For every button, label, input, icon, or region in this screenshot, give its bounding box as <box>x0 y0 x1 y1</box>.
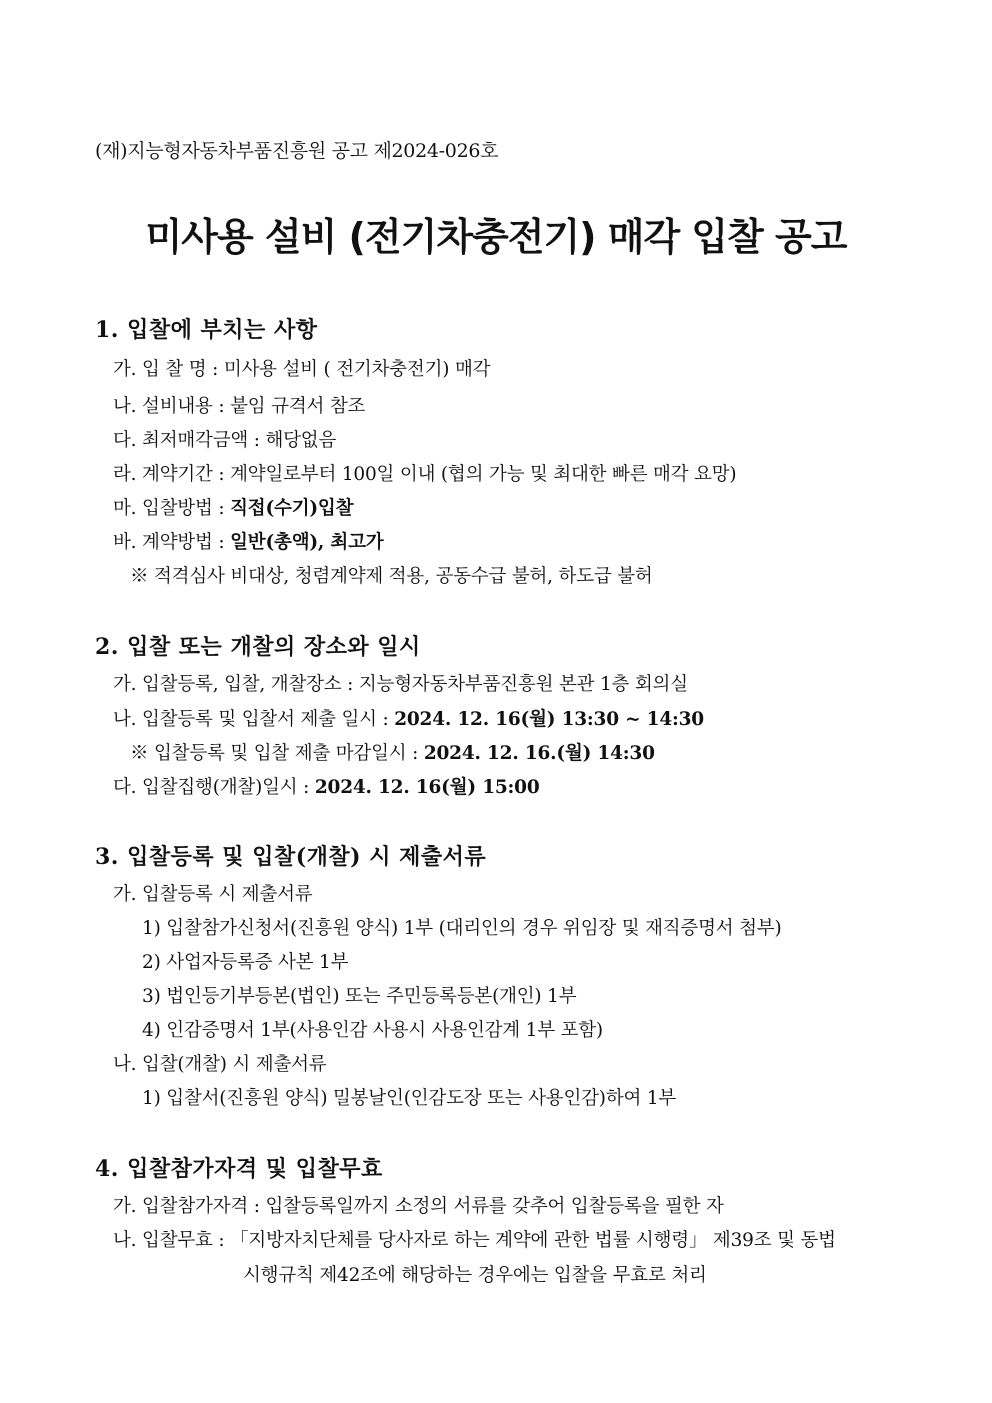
section-2-item: 다. 입찰집행(개찰)일시 : 2024. 12. 16(월) 15:00 <box>113 777 540 798</box>
section-1-item: 라. 계약기간 : 계약일로부터 100일 이내 (협의 가능 및 최대한 빠른 매각 요망) <box>113 464 737 485</box>
section-4-item: 가. 입찰참가자격 : 입찰등록일까지 소정의 서류를 갖추어 입찰등록을 필한 자 <box>113 1196 724 1217</box>
page-title: 미사용 설비 (전기차충전기) 매각 입찰 공고 <box>145 215 847 259</box>
section-3-item: 가. 입찰등록 시 제출서류 <box>113 884 313 905</box>
section-2-heading: 2. 입찰 또는 개찰의 장소와 일시 <box>95 634 421 660</box>
section-4-heading: 4. 입찰참가자격 및 입찰무효 <box>95 1156 383 1182</box>
section-1-item: 가. 입 찰 명 : 미사용 설비 ( 전기차충전기) 매각 <box>113 359 491 380</box>
section-2-note: ※ 입찰등록 및 입찰 제출 마감일시 : 2024. 12. 16.(월) 14:30 <box>130 743 655 764</box>
section-3-subitem: 3) 법인등기부등본(법인) 또는 주민등록등본(개인) 1부 <box>142 986 577 1007</box>
section-3-subitem: 2) 사업자등록증 사본 1부 <box>142 952 349 973</box>
section-2-item: 가. 입찰등록, 입찰, 개찰장소 : 지능형자동차부품진흥원 본관 1층 회의실 <box>113 674 688 695</box>
notice-number: (재)지능형자동차부품진흥원 공고 제2024-026호 <box>95 140 499 162</box>
section-3-item: 나. 입찰(개찰) 시 제출서류 <box>113 1054 327 1075</box>
section-1-item: 바. 계약방법 : 일반(총액), 최고가 <box>113 532 384 553</box>
section-1-note: ※ 적격심사 비대상, 청렴계약제 적용, 공동수급 불허, 하도급 불허 <box>130 566 653 587</box>
section-1-item: 나. 설비내용 : 붙임 규격서 참조 <box>113 396 366 417</box>
section-4-item-continuation: 시행규칙 제42조에 해당하는 경우에는 입찰을 무효로 처리 <box>243 1265 707 1286</box>
section-3-heading: 3. 입찰등록 및 입찰(개찰) 시 제출서류 <box>95 844 487 870</box>
section-1-heading: 1. 입찰에 부치는 사항 <box>95 317 318 343</box>
section-1-item: 마. 입찰방법 : 직접(수기)입찰 <box>113 498 354 519</box>
section-3-subitem: 1) 입찰서(진흥원 양식) 밀봉날인(인감도장 또는 사용인감)하여 1부 <box>142 1088 677 1109</box>
section-3-subitem: 4) 인감증명서 1부(사용인감 사용시 사용인감계 1부 포함) <box>142 1020 603 1041</box>
section-3-subitem: 1) 입찰참가신청서(진흥원 양식) 1부 (대리인의 경우 위임장 및 재직증명서 첨부) <box>142 918 782 939</box>
section-2-item: 나. 입찰등록 및 입찰서 제출 일시 : 2024. 12. 16(월) 13:30 ~ 14:30 <box>113 709 704 730</box>
section-4-item: 나. 입찰무효 : 「지방자치단체를 당사자로 하는 계약에 관한 법률 시행령」 제39조 및 동법 <box>113 1230 836 1251</box>
section-1-item: 다. 최저매각금액 : 해당없음 <box>113 430 337 451</box>
